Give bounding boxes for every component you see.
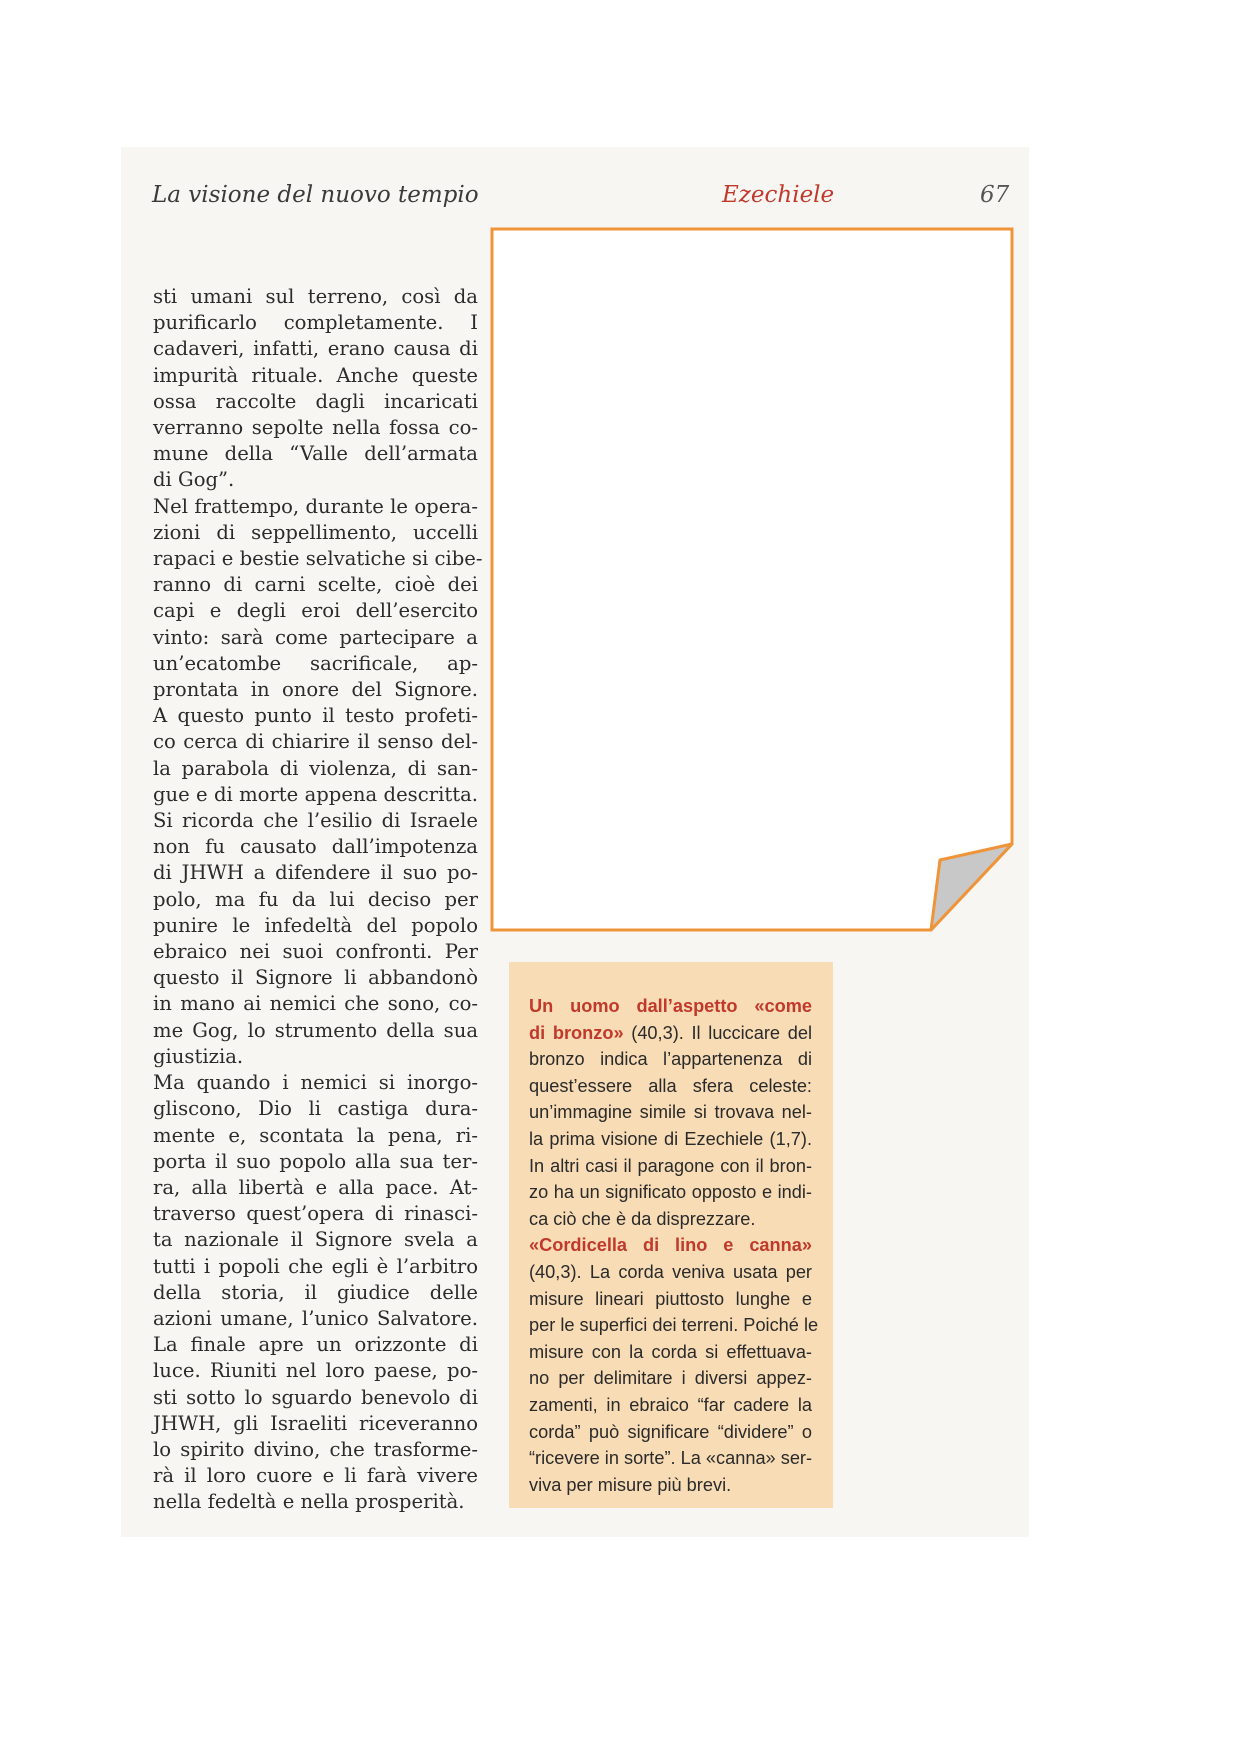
body-line: sti sotto lo sguardo benevolo di	[153, 1385, 478, 1409]
body-line: prontata in onore del Signore.	[153, 678, 478, 702]
sidebar-line: di bronzo» (40,3). Il luccicare del	[529, 1022, 812, 1043]
body-line: mune della “Valle dell’armata	[153, 442, 478, 466]
body-line: Ma quando i nemici si inorgo-	[153, 1071, 478, 1095]
body-line: polo, ma fu da lui deciso per	[153, 887, 478, 911]
body-line: non fu causato dall’impotenza	[153, 835, 478, 859]
body-line: Nel frattempo, durante le opera-	[153, 494, 478, 518]
body-line: JHWH, gli Israeliti riceveranno	[153, 1411, 478, 1435]
body-line: gue e di morte appena descritta.	[153, 782, 478, 806]
sidebar-line: zo ha un significato opposto e indi-	[529, 1182, 812, 1203]
body-line: la parabola di violenza, di san-	[153, 756, 478, 780]
sidebar-text	[529, 993, 819, 1498]
body-line: azioni umane, l’unico Salvatore.	[153, 1306, 478, 1330]
sidebar-heading-1: Un uomo dall’aspetto «come	[529, 996, 812, 1016]
sidebar-line: In altri casi il paragone con il bron-	[529, 1155, 812, 1176]
sidebar-line: ca ciò che è da disprezzare.	[529, 1208, 756, 1229]
sidebar-line: misure lineari piuttosto lunghe e	[529, 1288, 812, 1309]
body-line: me Gog, lo strumento della sua	[153, 1018, 478, 1042]
body-line: Si ricorda che l’esilio di Israele	[153, 809, 478, 833]
body-line: porta il suo popolo alla sua ter-	[153, 1149, 478, 1173]
body-line: capi e degli eroi dell’esercito	[153, 599, 478, 623]
body-line: gliscono, Dio li castiga dura-	[153, 1097, 478, 1121]
sidebar-line: “ricevere in sorte”. La «canna» ser-	[529, 1448, 813, 1469]
body-line: ra, alla libertà e alla pace. At-	[153, 1175, 478, 1199]
body-line: rapaci e bestie selvatiche si cibe-	[153, 547, 483, 571]
sidebar-line: per le superfici dei terreni. Poiché le	[529, 1315, 819, 1336]
sidebar-line: (40,3). La corda veniva usata per	[529, 1261, 812, 1282]
body-line: traverso quest’opera di rinasci-	[153, 1202, 478, 1226]
running-head-book: Ezechiele	[722, 182, 835, 208]
body-line: zioni di seppellimento, uccelli	[153, 520, 478, 544]
body-line: punire le infedeltà del popolo	[153, 913, 478, 937]
body-line: ta nazionale il Signore svela a	[153, 1228, 478, 1252]
sidebar-line: viva per misure più brevi.	[529, 1474, 732, 1495]
body-line: vinto: sarà come partecipare a	[153, 625, 478, 649]
sidebar-line: corda” può significare “dividere” o	[529, 1421, 812, 1442]
sidebar-line: un’immagine simile si trovava nel-	[529, 1102, 812, 1123]
body-line: giustizia.	[153, 1044, 244, 1068]
body-line: questo il Signore li abbandonò	[153, 966, 478, 990]
body-line: cadaveri, infatti, erano causa di	[153, 337, 478, 361]
body-line: La finale apre un orizzonte di	[153, 1333, 478, 1357]
sidebar-line: zamenti, in ebraico “far cadere la	[529, 1394, 812, 1415]
body-line: mente e, scontata la pena, ri-	[153, 1123, 478, 1147]
body-line: verranno sepolte nella fossa co-	[153, 416, 478, 440]
body-line: un’ecatombe sacrificale, ap-	[153, 651, 478, 675]
sidebar-line: la prima visione di Ezechiele (1,7).	[529, 1128, 812, 1149]
body-line: di Gog”.	[153, 468, 235, 492]
sidebar-line: bronzo indica l’appartenenza di	[529, 1049, 812, 1070]
body-line: luce. Riuniti nel loro paese, po-	[153, 1359, 478, 1383]
body-line: sti umani sul terreno, così da	[153, 285, 478, 308]
sidebar-line: no per delimitare i diversi appez-	[529, 1368, 812, 1389]
body-line: impurità rituale. Anche queste	[153, 363, 478, 387]
body-line: di JHWH a difendere il suo po-	[153, 861, 478, 885]
body-line: della storia, il giudice delle	[153, 1280, 478, 1304]
sidebar-heading-2: «Cordicella di lino e canna»	[529, 1235, 812, 1256]
sidebar-line: misure con la corda si effettuava-	[529, 1341, 812, 1362]
running-head-section: La visione del nuovo tempio	[152, 182, 479, 208]
body-line: lo spirito divino, che trasforme-	[153, 1437, 478, 1461]
body-line: tutti i popoli che egli è l’arbitro	[153, 1254, 478, 1278]
body-line: nella fedeltà e nella prosperità.	[153, 1490, 465, 1514]
body-line: purificarlo completamente. I	[153, 311, 478, 335]
body-line: in mano ai nemici che sono, co-	[153, 992, 478, 1016]
body-line: A questo punto il testo profeti-	[153, 704, 478, 728]
sidebar-line: quest’essere alla sfera celeste:	[529, 1075, 812, 1096]
body-line: co cerca di chiarire il senso del-	[153, 730, 478, 754]
body-line: rà il loro cuore e li farà vivere	[153, 1464, 478, 1488]
main-text-column	[153, 284, 483, 1516]
page-number: 67	[980, 182, 1010, 208]
body-line: ossa raccolte dagli incaricati	[153, 389, 478, 413]
body-line: ranno di carni scelte, cioè dei	[153, 573, 478, 597]
body-line: ebraico nei suoi confronti. Per	[153, 940, 478, 964]
